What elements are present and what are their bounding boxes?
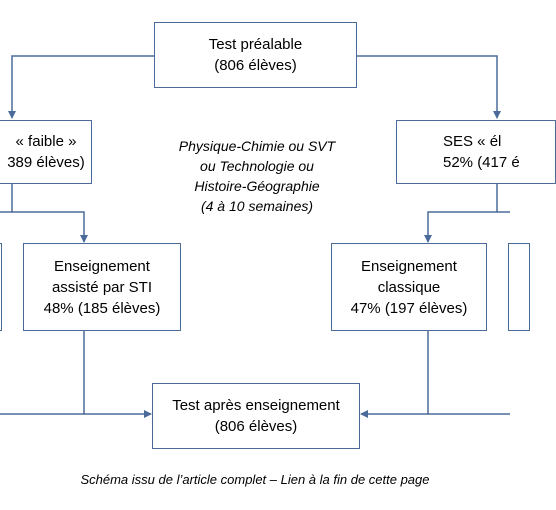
subject-note-line4: (4 à 10 semaines) <box>200 198 314 214</box>
classique-box <box>331 243 487 331</box>
sti-line3: 48% (185 élèves) <box>43 299 161 317</box>
posttest-title: Test après enseignement <box>172 397 340 414</box>
posttest-count: (806 élèves) <box>214 418 298 435</box>
posttest-box <box>152 383 360 449</box>
subject-note-line3: Histoire-Géographie <box>194 178 320 194</box>
pretest-title: Test préalable <box>208 36 303 53</box>
left-group-count: 389 élèves) <box>7 154 85 171</box>
classique-line2: classique <box>377 278 441 296</box>
right-offscreen-box <box>508 243 530 331</box>
classique-line1: Enseignement <box>361 257 457 275</box>
left-group-title: « faible » <box>15 133 77 150</box>
pretest-count: (806 élèves) <box>214 57 297 74</box>
edge-sti-post <box>84 330 151 414</box>
sti-line2: assisté par STI <box>51 278 153 296</box>
edge-pretest-right <box>357 56 497 118</box>
edge-left-split <box>12 184 84 242</box>
subject-note-line2: ou Technologie ou <box>200 158 314 174</box>
classique-line3: 47% (197 élèves) <box>350 299 468 317</box>
edge-pretest-left <box>12 56 154 118</box>
sti-box <box>23 243 181 331</box>
figure-caption: Schéma issu de l’article complet – Lien à la fin de cette page <box>80 472 430 487</box>
subject-note <box>150 136 364 216</box>
edge-classique-post <box>361 330 428 414</box>
edge-right-split <box>428 184 497 242</box>
sti-line1: Enseignement <box>54 257 150 275</box>
subject-note-line1: Physique-Chimie ou SVT <box>178 138 336 154</box>
right-group-title: SES « él <box>443 133 502 150</box>
left-group-box <box>0 120 92 184</box>
left-offscreen-box <box>0 243 2 331</box>
right-group-box <box>396 120 556 184</box>
right-group-count: 52% (417 é <box>443 154 520 171</box>
pretest-box <box>154 22 357 88</box>
